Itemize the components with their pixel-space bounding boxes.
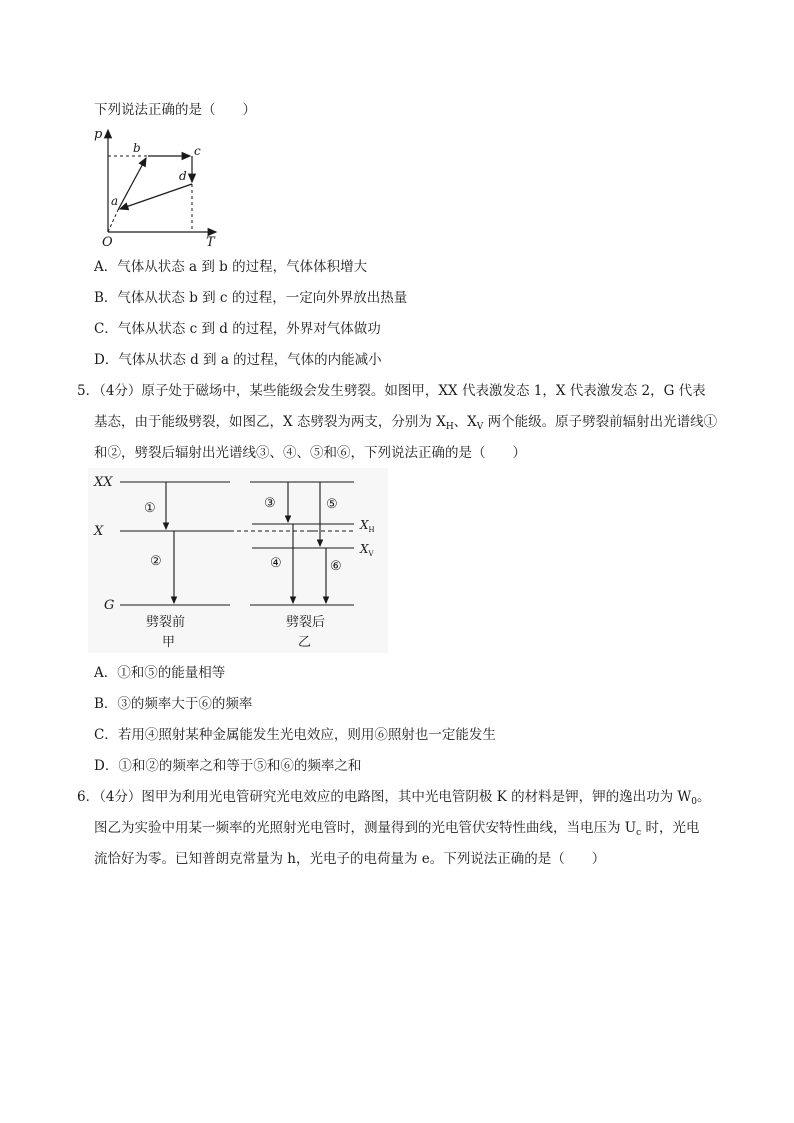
q5-option-c: C．若用④照射某种金属能发生光电效应，则用⑥照射也一定能发生 [94, 727, 496, 743]
q5-option-d: D．①和②的频率之和等于⑤和⑥的频率之和 [94, 758, 362, 774]
level-x-label: X [94, 524, 104, 539]
state-a-label: a [111, 194, 119, 208]
q5-stem-line2: 基态，由于能级劈裂，如图乙，X 态劈裂为两支，分别为 $X_H$、$X_V$ 两个能级。原子劈裂前辐射出光谱线① [94, 414, 718, 432]
q5-stem-line1: 5．（4分）原子处于磁场中，某些能级会发生劈裂。如图甲，XX 代表激发态 1，X 代表激发态 2，G 代表 [77, 383, 706, 399]
level-xh-label: $X_H$ [360, 518, 375, 534]
pt-graph [88, 124, 228, 252]
t-axis-label: T [206, 235, 215, 250]
caption-before: 劈裂前 [146, 615, 186, 630]
dashed-origin-a [108, 210, 118, 232]
label-2: ② [150, 554, 162, 569]
q4-option-b: B．气体从状态 b 到 c 的过程，一定向外界放出热量 [94, 290, 408, 306]
caption-jia: 甲 [162, 635, 176, 650]
energy-level-diagram [88, 468, 388, 658]
level-xv-label: $X_V$ [360, 542, 374, 558]
label-6: ⑥ [330, 559, 342, 574]
q5-option-b: B．③的频率大于⑥的频率 [94, 696, 253, 712]
label-3: ③ [264, 496, 276, 511]
q5-stem-line3: 和②，劈裂后辐射出光谱线③、④、⑤和⑥，下列说法正确的是（ ） [94, 445, 526, 461]
process-d-a [120, 184, 192, 209]
origin-label: O [102, 235, 113, 250]
q5-option-a: A．①和⑤的能量相等 [94, 665, 226, 681]
state-c-label: c [194, 144, 201, 158]
level-xx-label: XX [94, 475, 113, 490]
caption-after: 劈裂后 [286, 615, 326, 630]
q6-stem-line1: 6．（4分）图甲为利用光电管研究光电效应的电路图，其中光电管阴极 K 的材料是钾，钾的逸出功为 $W_0$。 [77, 789, 711, 807]
q4-stem: 下列说法正确的是（ ） [94, 102, 256, 118]
q4-option-c: C．气体从状态 c 到 d 的过程，外界对气体做功 [94, 321, 381, 337]
q6-stem-line3: 流恰好为零。已知普朗克常量为 h，光电子的电荷量为 e。下列说法正确的是（ ） [94, 851, 606, 867]
label-5: ⑤ [326, 497, 338, 512]
process-a-b [118, 158, 146, 210]
q4-option-d: D．气体从状态 d 到 a 的过程，气体的内能减小 [94, 352, 382, 368]
q6-stem-line2: 图乙为实验中用某一频率的光照射光电管时，测量得到的光电管伏安特性曲线，当电压为 $U_c$ 时，光电 [94, 820, 700, 838]
label-4: ④ [270, 556, 282, 571]
p-axis-label: p [94, 127, 103, 142]
caption-yi: 乙 [298, 635, 312, 650]
state-d-label: d [179, 169, 187, 183]
state-b-label: b [133, 141, 141, 155]
label-1: ① [144, 501, 156, 516]
q4-option-a: A．气体从状态 a 到 b 的过程，气体体积增大 [94, 259, 368, 275]
level-g-label: G [104, 598, 115, 613]
